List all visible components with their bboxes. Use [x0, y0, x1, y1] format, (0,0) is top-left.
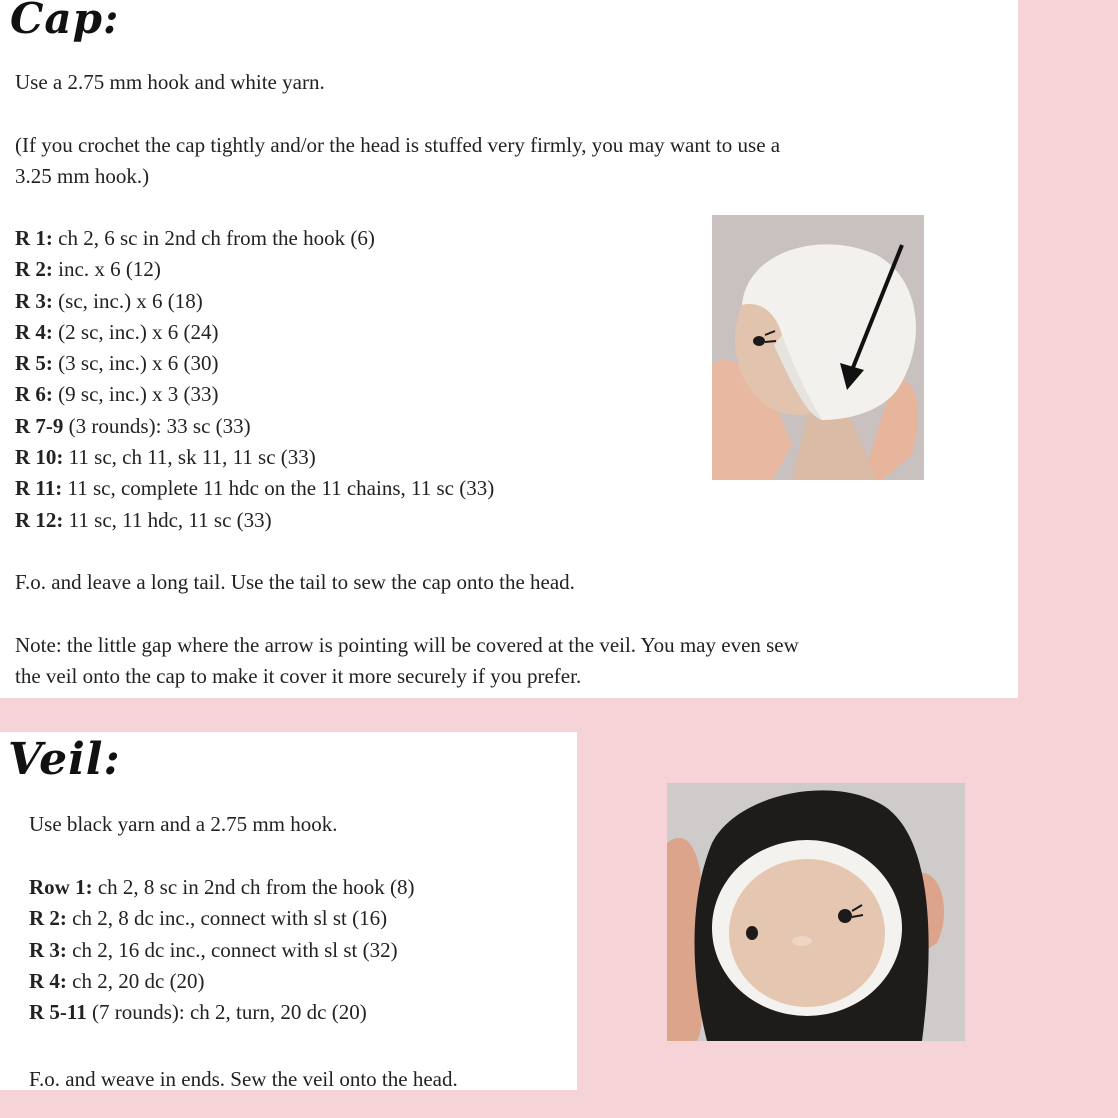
row-text: 11 sc, ch 11, sk 11, 11 sc (33): [63, 445, 316, 470]
cap-intro: Use a 2.75 mm hook and white yarn.: [15, 70, 325, 94]
doll-eye: [753, 336, 765, 346]
doll-eye: [838, 909, 852, 923]
veil-rows: [29, 872, 415, 1028]
row-text: (2 sc, inc.) x 6 (24): [52, 319, 219, 344]
veil-row: [29, 903, 415, 934]
cap-row: [15, 505, 494, 536]
row-label: R 2:: [15, 257, 53, 282]
veil-row: [29, 997, 415, 1028]
row-label: Row 1:: [29, 875, 93, 899]
row-text: inc. x 6 (12): [52, 257, 161, 282]
cap-row: [15, 411, 494, 442]
row-label: R 4:: [29, 968, 67, 993]
row-label: R 5-11: [29, 1000, 87, 1025]
row-text: 11 sc, complete 11 hdc on the 11 chains, 11 sc (33): [62, 476, 495, 501]
veil-row: [29, 935, 415, 966]
row-label: R 3:: [29, 937, 67, 962]
cap-row: [15, 379, 494, 410]
veil-title: Veil:: [8, 734, 121, 785]
row-label: R 3:: [15, 288, 53, 313]
row-text: ch 2, 8 dc inc., connect with sl st (16): [66, 906, 388, 931]
row-text: ch 2, 16 dc inc., connect with sl st (32): [66, 937, 398, 962]
cap-note-line1: (If you crochet the cap tightly and/or the head is stuffed very firmly, you may want to use a: [15, 133, 781, 157]
veil-finish: F.o. and weave in ends. Sew the veil onto the head.: [29, 1067, 458, 1091]
cap-row: [15, 223, 494, 254]
cap-row: [15, 254, 494, 285]
row-label: R 7-9: [15, 413, 64, 438]
cap-photo: [712, 215, 924, 480]
doll-nose: [792, 936, 812, 946]
doll-veil-illustration: [667, 783, 965, 1041]
row-text: ch 2, 8 sc in 2nd ch from the hook (8): [92, 875, 415, 899]
row-text: (3 sc, inc.) x 6 (30): [52, 351, 219, 376]
row-label: R 6:: [15, 382, 53, 407]
row-text: 11 sc, 11 hdc, 11 sc (33): [63, 507, 272, 532]
row-text: (7 rounds): ch 2, turn, 20 dc (20): [86, 1000, 367, 1025]
veil-intro: Use black yarn and a 2.75 mm hook.: [29, 812, 338, 836]
row-label: R 4:: [15, 319, 53, 344]
row-label: R 11:: [15, 476, 63, 501]
cap-title: Cap:: [10, 0, 120, 43]
doll-eye: [746, 926, 758, 940]
cap-note-line2: 3.25 mm hook.): [15, 164, 150, 188]
veil-row: [29, 966, 415, 997]
cap-finish: F.o. and leave a long tail. Use the tail to sew the cap onto the head.: [15, 570, 575, 594]
row-label: R 10:: [15, 445, 64, 470]
row-text: (sc, inc.) x 6 (18): [52, 288, 203, 313]
row-text: ch 2, 6 sc in 2nd ch from the hook (6): [52, 226, 375, 250]
row-label: R 5:: [15, 351, 53, 376]
row-text: ch 2, 20 dc (20): [66, 968, 205, 993]
row-text: (3 rounds): 33 sc (33): [63, 413, 251, 438]
cap-tip-line2: the veil onto the cap to make it cover it more securely if you prefer.: [15, 664, 582, 688]
cap-row: [15, 348, 494, 379]
row-label: R 1:: [15, 226, 53, 250]
cap-row: [15, 473, 494, 504]
doll-cap-illustration: [712, 215, 924, 480]
cap-row: [15, 317, 494, 348]
row-text: (9 sc, inc.) x 3 (33): [52, 382, 219, 407]
cap-row: [15, 442, 494, 473]
veil-row: [29, 872, 415, 903]
cap-tip-line1: Note: the little gap where the arrow is pointing will be covered at the veil. You may even sew: [15, 633, 799, 657]
cap-rows: [15, 223, 494, 536]
row-label: R 12:: [15, 507, 64, 532]
veil-photo: [667, 783, 965, 1041]
cap-row: [15, 286, 494, 317]
row-label: R 2:: [29, 906, 67, 931]
